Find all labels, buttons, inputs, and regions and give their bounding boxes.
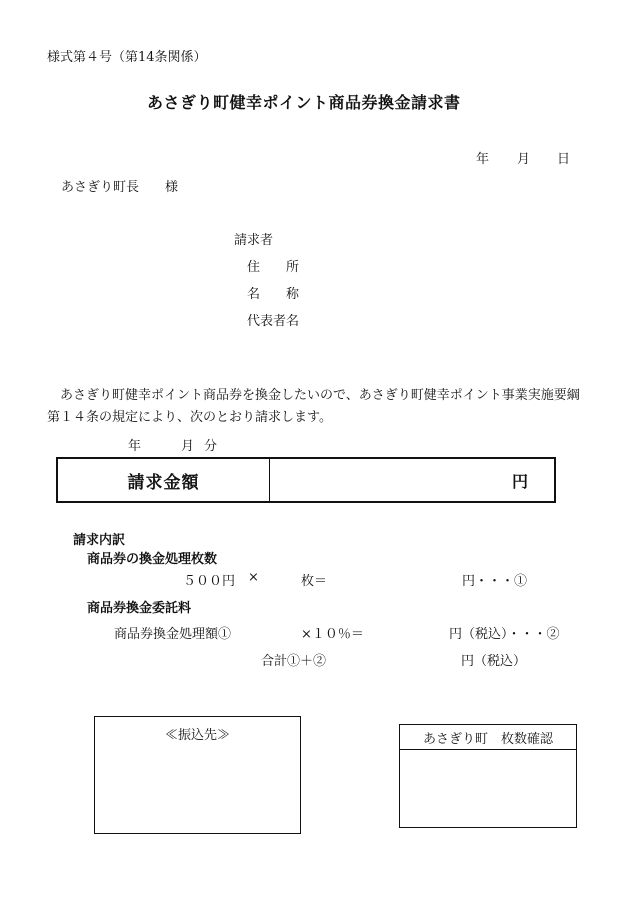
- requester-name-label: 名 称: [247, 287, 300, 302]
- period-year: 年: [128, 439, 142, 454]
- times-sign: ×: [248, 570, 259, 585]
- transfer-box: [94, 716, 301, 834]
- confirm-box-label: あさぎり町 枚数確認: [400, 725, 576, 750]
- addressee: あさぎり町長 様: [61, 180, 179, 195]
- amount-unit: 円: [511, 471, 528, 491]
- amount-box: [56, 457, 556, 503]
- transfer-box-label: ≪振込先≫: [164, 728, 230, 743]
- page-title: あさぎり町健幸ポイント商品券換金請求書: [147, 93, 461, 112]
- section1-result: 円・・・①: [462, 574, 528, 589]
- requester-representative-label: 代表者名: [247, 314, 300, 329]
- requester-address-label: 住 所: [247, 260, 300, 275]
- total-result: 円（税込）: [461, 654, 527, 669]
- section2-result: 円（税込）・・・②: [449, 627, 560, 642]
- period-suffix: 分: [204, 439, 218, 454]
- request-paragraph: あさぎり町健幸ポイント商品券を換金したいので、あさぎり町健幸ポイント事業実施要綱第１４条の規定により、次のとおり請求します。: [47, 388, 580, 425]
- date-month: 月: [517, 152, 531, 167]
- amount-label: 請求金額: [58, 459, 270, 501]
- date-year: 年: [476, 152, 490, 167]
- rate-label: ×１０％＝: [301, 627, 364, 642]
- requester-label: 請求者: [234, 233, 274, 248]
- section1-title: 商品券の換金処理枚数: [87, 552, 218, 567]
- unit-price: ５００円: [183, 574, 236, 589]
- total-label: 合計①＋②: [261, 654, 327, 669]
- date-day: 日: [557, 152, 571, 167]
- confirm-box: [399, 724, 577, 828]
- section2-title: 商品券換金委託料: [87, 601, 192, 616]
- form-number: 様式第４号（第14条関係）: [47, 50, 207, 65]
- breakdown-heading: 請求内訳: [73, 533, 126, 548]
- period-month: 月: [181, 439, 195, 454]
- sheets-label: 枚＝: [301, 574, 328, 589]
- section2-label: 商品券換金処理額①: [114, 627, 232, 642]
